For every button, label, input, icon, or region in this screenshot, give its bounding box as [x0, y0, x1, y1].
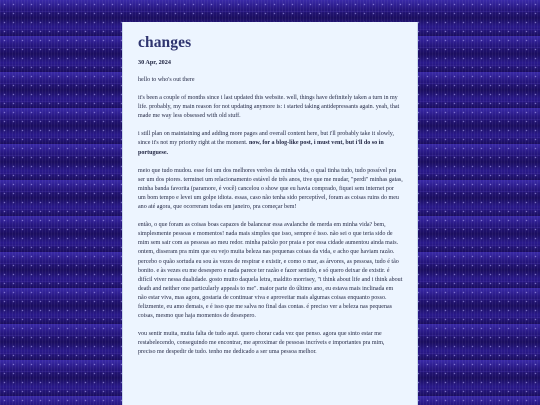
post-paragraph-4: então, o que foram as coisas boas capazes de balancear essa avalanche de merda em minha vida? bem, simplesmente pessoas e momentos! nada mais simples que isso, sempre é isso. não sei o que teria sido de mim sem sair com as pessoas ao meu redor. minha paixão por praia e por essa cidade aumentou ainda mais. ontem, disseram pra mim que eu vejo muita beleza nas pequenas coisas da vida, e acho que haviam razão. percebo o quão sortuda eu sou às vezes de respirar e existir, e como o mar, as árvores, as pessoas, tudo é tão bonito. e às vezes eu me desespero e nada parece ter razão e fazer sentido, e só quero deixar de existir. é difícil viver nessa dualidade. gosto muito daquela letra, maldito morrisey, "i think about life and i think about death and neither one particularly appeals to me". maior parte do último ano, eu estava mais inclinada em não estar viva, mas agora, gostaria de continuar viva e aproveitar mais algumas coisas enquanto posso. felizmente, eu amo demais, e é isso que me salva no final das contas. é preciso ver a beleza nas pequenas coisas, mesmo que haja momentos de desespero.: [138, 222, 403, 320]
post-paragraph-3: meio que tudo mudou. esse foi um dos melhores verões da minha vida, o qual tinha tudo, tudo possível pra ser um dos piores. terminei um relacionamento estável de três anos, tive que me mudar, "perdi" minhas gatas, minha banda favorita (paramore, é você) cancelou o show que eu havia comprado, fiquei sem internet por um bom tempo e levei um golpe idiota. essas, caso não tenha sido perceptível, foram as coisas ruins do meu ano até agora, que ocorreram todas em janeiro, pra começar bem!: [138, 167, 403, 211]
post-paragraph-5: vou sentir muita, muita falta de tudo aqui. quero chorar cada vez que penso. agora que sinto estar me restabelecendo, conseguindo me encontrar, me aproximar de pessoas incríveis e importantes pra mim, preciso me despedir de tudo. tenho me dedicado a ser uma pessoa melhor.: [138, 331, 385, 356]
post-greeting: hello to who's out there: [138, 77, 195, 83]
post-paragraph-2-bold: now, for a blog-like post, i must vent, but i'll do so in portuguese.: [138, 140, 384, 156]
post-paragraph-2: [138, 130, 403, 157]
blog-post-panel: [122, 22, 418, 405]
post-paragraph-1: it's been a couple of months since i last updated this website. well, things have definitely taken a turn in my life. probably, my main reason for not updating anymore is: i started taking antidepressants again. yeah, that made me way less obsessed with old stuff.: [138, 95, 400, 120]
post-date: 30 Apr, 2024: [138, 59, 171, 66]
post-paragraph-2-text: i still plan on maintaining and adding more pages and overall content here, but i'll probably take it slowly, since it's not my priority right at the moment.: [138, 131, 394, 147]
post-title: changes: [138, 34, 192, 51]
